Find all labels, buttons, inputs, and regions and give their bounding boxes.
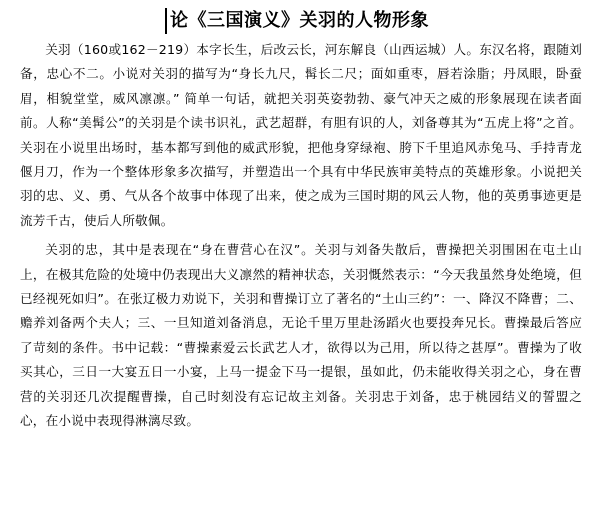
text-cursor: [165, 8, 167, 34]
document-body[interactable]: [20, 38, 582, 439]
paragraph-loyalty[interactable]: 关羽的忠，其中是表现在“身在曹营心在汉”。关羽与刘备失散后，曹操把关羽围困在屯土山上，在极其危险的处境中仍表现出大义凛然的精神状态，关羽慨然表示：“今天我虽然身处绝境，但已经视死如归”。在张辽极力劝说下，关羽和曹操订立了著名的“土山三约”：一、降汉不降曹；二、赡养刘备两个夫人；三、一旦知道刘备消息，无论千里万里赴汤蹈火也要投奔兄长。曹操最后答应了苛刻的条件。书中记载：“曹操素爱云长武艺人才，欲得以为己用，所以待之甚厚”。曹操为了收买其心，三日一大宴五日一小宴，上马一提金下马一提银，虽如此，仍未能收得关羽之心，身在曹营的关羽还几次提醒曹操，自己时刻没有忘记故主刘备。关羽忠于刘备，忠于桃园结义的誓盟之心，在小说中表现得淋漓尽致。: [20, 242, 582, 429]
document-title[interactable]: 论《三国演义》关羽的人物形象: [170, 10, 429, 31]
paragraph-appearance[interactable]: 关羽（160或162－219）本字长生，后改云长，河东解良（山西运城）人。东汉名将，跟随刘备，忠心不二。小说对关羽的描写为“身长九尺，髯长二尺；面如重枣，唇若涂脂；丹凤眼，卧蚕眉，相貌堂堂，威风凛凛。” 简单一句话，就把关羽英姿勃勃、豪气冲天之威的形象展现在读者面前。人称“美髯公”的关羽是个读书识礼，武艺超群，有胆有识的人，刘备尊其为“五虎上将”之首。关羽在小说里出场时，基本都写到他的威武形貌，把他身穿绿袍、胯下千里追风赤兔马、手持青龙偃月刀，作为一个整体形象多次描写，并塑造出一个具有中华民族审美特点的英雄形象。小说把关羽的忠、义、勇、气从各个故事中体现了出来，使之成为三国时期的风云人物，他的英勇事迹更是流芳千古，使后人所敬佩。: [20, 42, 582, 228]
